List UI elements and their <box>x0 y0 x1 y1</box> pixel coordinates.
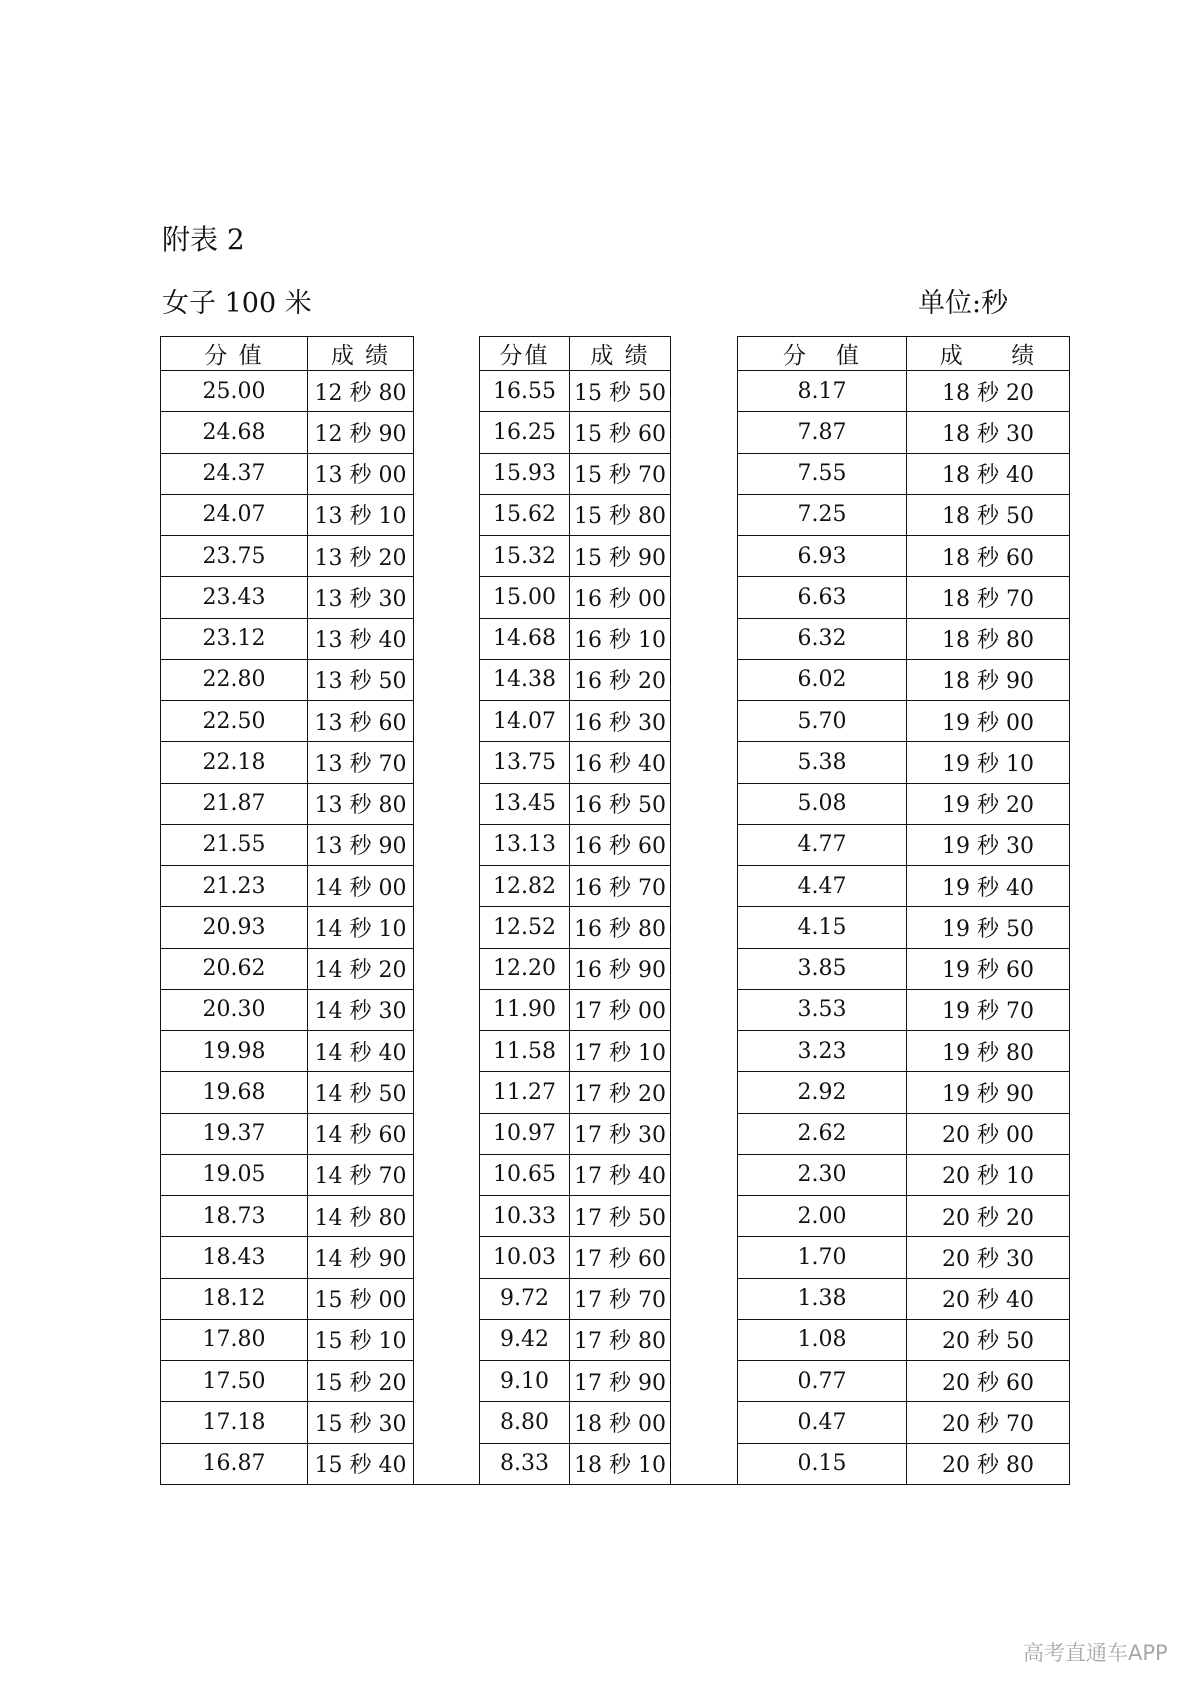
result-cell-3: 19 秒 70 <box>907 989 1070 1030</box>
result-cell-1: 14 秒 80 <box>308 1196 414 1237</box>
header-result-3: 成 绩 <box>907 337 1070 371</box>
score-cell-3: 8.17 <box>738 371 907 412</box>
result-cell-2: 17 秒 70 <box>570 1278 671 1319</box>
column-gap <box>414 1402 480 1443</box>
score-cell-3: 7.87 <box>738 412 907 453</box>
score-cell-1: 21.87 <box>161 783 308 824</box>
score-cell-3: 2.62 <box>738 1113 907 1154</box>
table-row <box>161 742 1070 783</box>
table-row <box>161 1031 1070 1072</box>
score-cell-3: 1.70 <box>738 1237 907 1278</box>
header-row <box>161 337 1070 371</box>
score-cell-3: 5.70 <box>738 701 907 742</box>
score-cell-1: 23.12 <box>161 618 308 659</box>
result-cell-1: 13 秒 80 <box>308 783 414 824</box>
result-cell-1: 14 秒 90 <box>308 1237 414 1278</box>
result-cell-2: 17 秒 20 <box>570 1072 671 1113</box>
result-cell-2: 17 秒 60 <box>570 1237 671 1278</box>
result-cell-2: 17 秒 10 <box>570 1031 671 1072</box>
column-gap <box>414 1154 480 1195</box>
score-cell-2: 14.38 <box>480 659 570 700</box>
result-cell-2: 18 秒 00 <box>570 1402 671 1443</box>
result-cell-3: 20 秒 20 <box>907 1196 1070 1237</box>
column-gap <box>671 1237 738 1278</box>
table-row <box>161 824 1070 865</box>
score-cell-2: 9.10 <box>480 1361 570 1402</box>
unit-label: 单位:秒 <box>918 288 1009 319</box>
table-row <box>161 866 1070 907</box>
result-cell-2: 16 秒 50 <box>570 783 671 824</box>
column-gap <box>671 1196 738 1237</box>
column-gap <box>414 742 480 783</box>
column-gap <box>671 824 738 865</box>
score-cell-3: 5.38 <box>738 742 907 783</box>
header-result-1: 成 绩 <box>308 337 414 371</box>
score-cell-1: 18.73 <box>161 1196 308 1237</box>
header-score-3: 分 值 <box>738 337 907 371</box>
score-cell-2: 8.33 <box>480 1443 570 1485</box>
score-cell-3: 4.77 <box>738 824 907 865</box>
column-gap <box>671 1319 738 1360</box>
column-gap <box>671 659 738 700</box>
score-cell-2: 11.27 <box>480 1072 570 1113</box>
score-cell-1: 24.68 <box>161 412 308 453</box>
score-cell-2: 12.20 <box>480 948 570 989</box>
result-cell-3: 19 秒 50 <box>907 907 1070 948</box>
score-cell-3: 5.08 <box>738 783 907 824</box>
score-cell-1: 21.55 <box>161 824 308 865</box>
score-cell-2: 16.25 <box>480 412 570 453</box>
result-cell-2: 16 秒 70 <box>570 866 671 907</box>
score-cell-1: 16.87 <box>161 1443 308 1485</box>
column-gap <box>671 577 738 618</box>
result-cell-2: 15 秒 60 <box>570 412 671 453</box>
result-cell-2: 17 秒 90 <box>570 1361 671 1402</box>
column-gap <box>414 1443 480 1485</box>
result-cell-1: 12 秒 90 <box>308 412 414 453</box>
result-cell-1: 12 秒 80 <box>308 371 414 412</box>
column-gap <box>414 1196 480 1237</box>
result-cell-1: 13 秒 60 <box>308 701 414 742</box>
result-cell-2: 17 秒 30 <box>570 1113 671 1154</box>
table-row <box>161 1402 1070 1443</box>
result-cell-1: 14 秒 60 <box>308 1113 414 1154</box>
result-cell-1: 13 秒 50 <box>308 659 414 700</box>
result-cell-3: 20 秒 50 <box>907 1319 1070 1360</box>
result-cell-2: 17 秒 40 <box>570 1154 671 1195</box>
score-cell-2: 10.65 <box>480 1154 570 1195</box>
score-cell-3: 4.15 <box>738 907 907 948</box>
score-cell-2: 12.52 <box>480 907 570 948</box>
column-gap <box>414 659 480 700</box>
score-cell-3: 2.30 <box>738 1154 907 1195</box>
column-gap <box>414 494 480 535</box>
score-cell-3: 3.85 <box>738 948 907 989</box>
column-gap <box>671 536 738 577</box>
score-cell-2: 9.42 <box>480 1319 570 1360</box>
score-cell-3: 3.23 <box>738 1031 907 1072</box>
result-cell-2: 16 秒 90 <box>570 948 671 989</box>
result-cell-1: 14 秒 00 <box>308 866 414 907</box>
result-cell-1: 14 秒 30 <box>308 989 414 1030</box>
score-cell-2: 15.00 <box>480 577 570 618</box>
score-cell-3: 6.93 <box>738 536 907 577</box>
column-gap <box>671 742 738 783</box>
score-cell-1: 20.62 <box>161 948 308 989</box>
score-cell-2: 10.97 <box>480 1113 570 1154</box>
result-cell-3: 18 秒 40 <box>907 453 1070 494</box>
result-cell-3: 19 秒 30 <box>907 824 1070 865</box>
score-cell-3: 0.77 <box>738 1361 907 1402</box>
table-row <box>161 1319 1070 1360</box>
result-cell-2: 16 秒 10 <box>570 618 671 659</box>
column-gap <box>414 701 480 742</box>
score-cell-1: 24.37 <box>161 453 308 494</box>
score-cell-2: 13.13 <box>480 824 570 865</box>
column-gap <box>414 989 480 1030</box>
score-cell-3: 0.47 <box>738 1402 907 1443</box>
column-gap <box>671 866 738 907</box>
result-cell-3: 19 秒 90 <box>907 1072 1070 1113</box>
table-row <box>161 948 1070 989</box>
column-gap <box>414 1072 480 1113</box>
column-gap <box>671 371 738 412</box>
table-row <box>161 659 1070 700</box>
result-cell-3: 18 秒 30 <box>907 412 1070 453</box>
table-row <box>161 1154 1070 1195</box>
table-row <box>161 618 1070 659</box>
score-cell-3: 6.32 <box>738 618 907 659</box>
result-cell-2: 16 秒 00 <box>570 577 671 618</box>
result-cell-1: 15 秒 20 <box>308 1361 414 1402</box>
result-cell-3: 20 秒 30 <box>907 1237 1070 1278</box>
score-cell-1: 19.05 <box>161 1154 308 1195</box>
result-cell-3: 19 秒 60 <box>907 948 1070 989</box>
score-cell-3: 7.25 <box>738 494 907 535</box>
score-cell-2: 8.80 <box>480 1402 570 1443</box>
table-row <box>161 536 1070 577</box>
column-gap <box>671 1402 738 1443</box>
result-cell-1: 15 秒 10 <box>308 1319 414 1360</box>
table-row <box>161 1361 1070 1402</box>
column-gap <box>414 866 480 907</box>
score-cell-2: 14.68 <box>480 618 570 659</box>
result-cell-1: 14 秒 50 <box>308 1072 414 1113</box>
score-cell-3: 2.92 <box>738 1072 907 1113</box>
result-cell-1: 13 秒 30 <box>308 577 414 618</box>
score-cell-3: 7.55 <box>738 453 907 494</box>
result-cell-3: 19 秒 20 <box>907 783 1070 824</box>
table-row <box>161 1072 1070 1113</box>
score-cell-3: 6.02 <box>738 659 907 700</box>
score-cell-3: 0.15 <box>738 1443 907 1485</box>
table-row <box>161 907 1070 948</box>
score-cell-1: 17.80 <box>161 1319 308 1360</box>
table-row <box>161 371 1070 412</box>
score-cell-3: 6.63 <box>738 577 907 618</box>
result-cell-3: 18 秒 50 <box>907 494 1070 535</box>
column-gap <box>414 1319 480 1360</box>
result-cell-1: 13 秒 10 <box>308 494 414 535</box>
result-cell-2: 17 秒 00 <box>570 989 671 1030</box>
result-cell-1: 14 秒 10 <box>308 907 414 948</box>
result-cell-3: 18 秒 60 <box>907 536 1070 577</box>
table-row <box>161 577 1070 618</box>
result-cell-2: 15 秒 70 <box>570 453 671 494</box>
score-cell-2: 11.58 <box>480 1031 570 1072</box>
result-cell-3: 19 秒 40 <box>907 866 1070 907</box>
score-cell-1: 18.12 <box>161 1278 308 1319</box>
column-gap <box>414 907 480 948</box>
result-cell-3: 18 秒 20 <box>907 371 1070 412</box>
result-cell-1: 13 秒 40 <box>308 618 414 659</box>
table-row <box>161 783 1070 824</box>
result-cell-1: 14 秒 40 <box>308 1031 414 1072</box>
column-gap <box>671 337 738 371</box>
result-cell-1: 15 秒 30 <box>308 1402 414 1443</box>
score-cell-2: 12.82 <box>480 866 570 907</box>
column-gap <box>671 412 738 453</box>
column-gap <box>414 1237 480 1278</box>
column-gap <box>671 1154 738 1195</box>
result-cell-1: 13 秒 90 <box>308 824 414 865</box>
column-gap <box>671 1113 738 1154</box>
score-cell-1: 22.50 <box>161 701 308 742</box>
column-gap <box>414 536 480 577</box>
table-row <box>161 1196 1070 1237</box>
result-cell-3: 18 秒 90 <box>907 659 1070 700</box>
column-gap <box>671 1443 738 1485</box>
result-cell-3: 18 秒 80 <box>907 618 1070 659</box>
result-cell-3: 19 秒 80 <box>907 1031 1070 1072</box>
table-row <box>161 494 1070 535</box>
score-cell-3: 3.53 <box>738 989 907 1030</box>
column-gap <box>414 412 480 453</box>
score-cell-1: 18.43 <box>161 1237 308 1278</box>
score-cell-3: 4.47 <box>738 866 907 907</box>
score-cell-2: 11.90 <box>480 989 570 1030</box>
result-cell-3: 18 秒 70 <box>907 577 1070 618</box>
column-gap <box>671 1278 738 1319</box>
column-gap <box>671 948 738 989</box>
score-table <box>160 336 1070 1485</box>
score-cell-3: 1.38 <box>738 1278 907 1319</box>
table-row <box>161 1443 1070 1485</box>
score-cell-1: 21.23 <box>161 866 308 907</box>
score-cell-3: 1.08 <box>738 1319 907 1360</box>
result-cell-1: 14 秒 70 <box>308 1154 414 1195</box>
result-cell-1: 13 秒 20 <box>308 536 414 577</box>
result-cell-3: 20 秒 70 <box>907 1402 1070 1443</box>
column-gap <box>671 494 738 535</box>
header-result-2: 成 绩 <box>570 337 671 371</box>
result-cell-1: 15 秒 00 <box>308 1278 414 1319</box>
result-cell-2: 15 秒 80 <box>570 494 671 535</box>
score-cell-2: 16.55 <box>480 371 570 412</box>
result-cell-1: 14 秒 20 <box>308 948 414 989</box>
table-row <box>161 1278 1070 1319</box>
table-row <box>161 989 1070 1030</box>
score-cell-1: 17.50 <box>161 1361 308 1402</box>
result-cell-2: 17 秒 80 <box>570 1319 671 1360</box>
score-cell-2: 15.32 <box>480 536 570 577</box>
score-cell-1: 17.18 <box>161 1402 308 1443</box>
column-gap <box>414 1113 480 1154</box>
column-gap <box>671 1072 738 1113</box>
result-cell-2: 18 秒 10 <box>570 1443 671 1485</box>
result-cell-3: 19 秒 10 <box>907 742 1070 783</box>
result-cell-2: 16 秒 80 <box>570 907 671 948</box>
column-gap <box>414 453 480 494</box>
table-subtitle: 女子 100 米 <box>162 288 312 319</box>
score-cell-1: 20.30 <box>161 989 308 1030</box>
column-gap <box>414 337 480 371</box>
score-cell-1: 19.68 <box>161 1072 308 1113</box>
score-cell-1: 19.98 <box>161 1031 308 1072</box>
result-cell-3: 20 秒 00 <box>907 1113 1070 1154</box>
score-cell-3: 2.00 <box>738 1196 907 1237</box>
score-cell-2: 15.62 <box>480 494 570 535</box>
result-cell-2: 16 秒 30 <box>570 701 671 742</box>
column-gap <box>414 577 480 618</box>
table-row <box>161 1237 1070 1278</box>
score-cell-1: 23.75 <box>161 536 308 577</box>
result-cell-3: 20 秒 60 <box>907 1361 1070 1402</box>
score-cell-2: 13.45 <box>480 783 570 824</box>
score-cell-1: 20.93 <box>161 907 308 948</box>
result-cell-3: 20 秒 40 <box>907 1278 1070 1319</box>
column-gap <box>414 1278 480 1319</box>
column-gap <box>414 1361 480 1402</box>
column-gap <box>671 907 738 948</box>
table-row <box>161 453 1070 494</box>
score-cell-1: 25.00 <box>161 371 308 412</box>
header-score-1: 分 值 <box>161 337 308 371</box>
column-gap <box>671 701 738 742</box>
table-row <box>161 1113 1070 1154</box>
header-score-2: 分值 <box>480 337 570 371</box>
score-cell-1: 22.18 <box>161 742 308 783</box>
page-title: 附表 2 <box>162 223 245 256</box>
score-cell-2: 10.33 <box>480 1196 570 1237</box>
score-cell-2: 13.75 <box>480 742 570 783</box>
column-gap <box>671 1031 738 1072</box>
score-cell-2: 15.93 <box>480 453 570 494</box>
column-gap <box>414 1031 480 1072</box>
result-cell-2: 17 秒 50 <box>570 1196 671 1237</box>
column-gap <box>671 618 738 659</box>
result-cell-3: 20 秒 80 <box>907 1443 1070 1485</box>
score-cell-2: 9.72 <box>480 1278 570 1319</box>
column-gap <box>671 453 738 494</box>
score-cell-1: 24.07 <box>161 494 308 535</box>
score-cell-1: 22.80 <box>161 659 308 700</box>
result-cell-2: 16 秒 40 <box>570 742 671 783</box>
score-cell-1: 19.37 <box>161 1113 308 1154</box>
score-cell-1: 23.43 <box>161 577 308 618</box>
result-cell-1: 15 秒 40 <box>308 1443 414 1485</box>
result-cell-2: 15 秒 50 <box>570 371 671 412</box>
result-cell-1: 13 秒 70 <box>308 742 414 783</box>
table-row <box>161 701 1070 742</box>
column-gap <box>414 783 480 824</box>
result-cell-2: 16 秒 20 <box>570 659 671 700</box>
table-body <box>161 371 1070 1485</box>
column-gap <box>414 618 480 659</box>
result-cell-3: 20 秒 10 <box>907 1154 1070 1195</box>
result-cell-3: 19 秒 00 <box>907 701 1070 742</box>
table-row <box>161 412 1070 453</box>
result-cell-1: 13 秒 00 <box>308 453 414 494</box>
result-cell-2: 15 秒 90 <box>570 536 671 577</box>
score-cell-2: 10.03 <box>480 1237 570 1278</box>
watermark: 高考直通车APP <box>1023 1641 1168 1665</box>
column-gap <box>671 783 738 824</box>
column-gap <box>414 824 480 865</box>
column-gap <box>414 371 480 412</box>
result-cell-2: 16 秒 60 <box>570 824 671 865</box>
column-gap <box>671 989 738 1030</box>
column-gap <box>414 948 480 989</box>
score-cell-2: 14.07 <box>480 701 570 742</box>
column-gap <box>671 1361 738 1402</box>
